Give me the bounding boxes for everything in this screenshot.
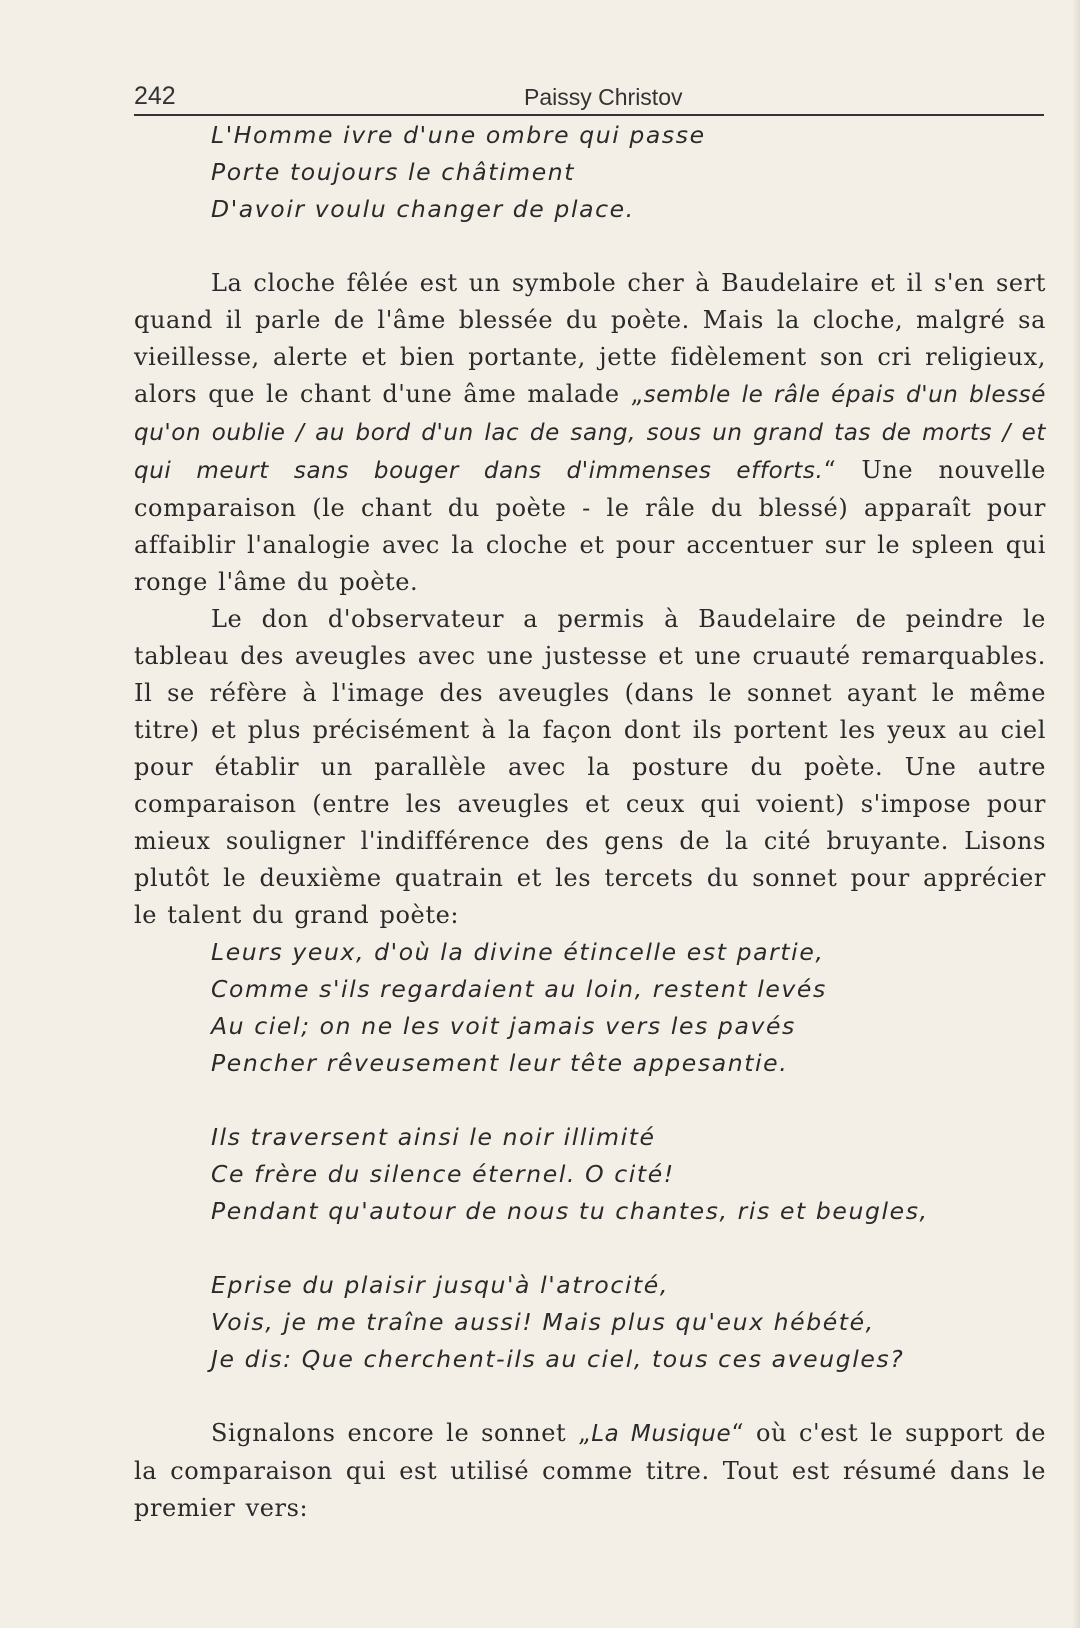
verse-line: Comme s'ils regardaient au loin, restent levés (211, 975, 827, 1003)
paragraph-aveugles: Le don d'observateur a permis à Baudelaire de peindre le tableau des aveugles avec une justesse et une cruauté remarquables. Il se réfère à l'image des aveugles (dans le sonnet ayant le même titre) et plus précisément à la façon dont ils portent les yeux au ciel pour établir un parallèle avec la posture du poète. Une autre comparaison (entre les aveugles et ceux qui voient) s'impose pour mieux souligner l'indifférence des gens de la cité bruyante. Lisons plutôt le deuxième quatrain et les tercets du sonnet pour apprécier le talent du grand poète: (134, 605, 1046, 929)
verse-excerpt-2 (134, 934, 1046, 1378)
verse-line: D'avoir voulu changer de place. (211, 195, 635, 223)
verse-line: Eprise du plaisir jusqu'à l'atrocité, (211, 1271, 669, 1299)
paragraph-text: La cloche fêlée est un symbole cher à Baudelaire et il s'en sert quand il parle de l'âme blessée du poète. Mais la cloche, malgré sa vieillesse, alerte et bien portante, jette fidèlement son cri religieux, alors que le chant d'une âme malade „ (134, 269, 1046, 408)
verse-excerpt-1 (134, 117, 1046, 228)
verse-line: Pencher rêveusement leur tête appesantie. (211, 1049, 789, 1077)
verse-line: Ce frère du silence éternel. O cité! (211, 1160, 675, 1188)
body-text (134, 117, 1046, 1527)
paragraph-text: Signalons encore le sonnet „ (211, 1419, 592, 1447)
verse-line: Vois, je me traîne aussi! Mais plus qu'eux hébété, (211, 1308, 875, 1336)
paragraph-text: “ Une nouvelle comparaison (le chant du poète - le râle du blessé) apparaît pour affaiblir l'analogie avec la cloche et pour accentuer sur le spleen qui ronge l'âme du poète. (134, 456, 1046, 596)
verse-line: Leurs yeux, d'où la divine étincelle est partie, (211, 938, 825, 966)
verse-line: Au ciel; on ne les voit jamais vers les pavés (211, 1012, 796, 1040)
verse-line: Je dis: Que cherchent-ils au ciel, tous ces aveugles? (211, 1345, 905, 1373)
spacer (134, 1378, 1046, 1415)
spacer (211, 1082, 1046, 1119)
verse-line: Ils traversent ainsi le noir illimité (211, 1123, 656, 1151)
spacer (134, 228, 1046, 265)
paragraph-text: “ où c'est le support de la comparaison qui est utilisé comme titre. Tout est résumé dans le premier vers: (134, 1419, 1046, 1522)
quotation: semble le râle épais d'un blessé qu'on oublie / au bord d'un lac de sang, sous un grand tas de morts / et qui meurt sans bouger dans d'immenses efforts. (134, 382, 1046, 484)
page-header (134, 80, 1044, 116)
verse-line: Porte toujours le châtiment (211, 158, 576, 186)
running-head: Paissy Christov (524, 84, 683, 110)
paragraph-musique (134, 1415, 1046, 1527)
sonnet-title: La Musique (591, 1421, 732, 1447)
paragraph-cloche (134, 265, 1046, 601)
verse-line: Pendant qu'autour de nous tu chantes, ris et beugles, (211, 1197, 929, 1225)
page-edge (1072, 0, 1080, 1628)
page-number: 242 (134, 82, 176, 110)
spacer (211, 1230, 1046, 1267)
verse-line: L'Homme ivre d'une ombre qui passe (211, 121, 706, 149)
